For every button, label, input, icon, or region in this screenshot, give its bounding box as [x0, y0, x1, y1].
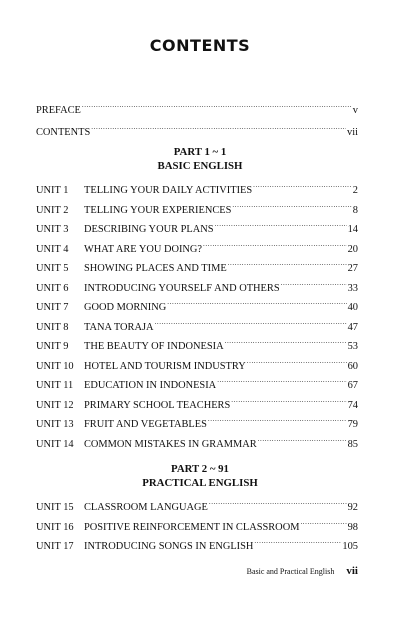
unit-number: UNIT 5 [36, 263, 69, 274]
unit-number: UNIT 7 [36, 302, 69, 313]
unit-title: COMMON MISTAKES IN GRAMMAR [84, 438, 257, 450]
toc-unit-13 [36, 413, 358, 430]
footer-page-number: vii [346, 565, 358, 577]
toc-entry-page: v [352, 105, 358, 116]
dot-leader [82, 99, 352, 113]
unit-page: 74 [347, 399, 358, 411]
toc-entry-contents [36, 121, 358, 138]
unit-number: UNIT 15 [36, 502, 74, 513]
unit-page: 8 [352, 204, 358, 216]
dot-leader [300, 516, 346, 530]
unit-number: UNIT 2 [36, 204, 69, 216]
dot-leader [254, 535, 341, 549]
unit-page: 98 [347, 521, 358, 533]
unit-number: UNIT 17 [36, 541, 74, 552]
dot-leader [253, 179, 352, 193]
dot-leader [203, 238, 347, 252]
unit-title: SHOWING PLACES AND TIME [84, 263, 227, 274]
unit-title: FRUIT AND VEGETABLES [84, 419, 207, 430]
footer-book-title: Basic and Practical English [246, 567, 335, 576]
unit-number: UNIT 12 [36, 399, 74, 411]
dot-leader [155, 316, 347, 330]
unit-page: 85 [347, 438, 358, 450]
unit-number: UNIT 9 [36, 341, 69, 352]
unit-number: UNIT 13 [36, 419, 74, 430]
part-1-label: PART 1 ~ 1 [173, 146, 227, 158]
unit-page: 53 [347, 341, 358, 352]
toc-unit-3 [36, 218, 358, 235]
unit-title: POSITIVE REINFORCEMENT IN CLASSROOM [84, 521, 300, 533]
unit-title: TELLING YOUR DAILY ACTIVITIES [84, 185, 253, 196]
toc-unit-4 [36, 238, 358, 255]
toc-entry-title: CONTENTS [36, 127, 91, 138]
toc-entry-page: vii [347, 127, 358, 138]
unit-title: DESCRIBING YOUR PLANS [84, 224, 214, 235]
unit-number: UNIT 11 [36, 380, 74, 391]
toc-unit-8 [36, 316, 358, 333]
unit-title: TANA TORAJA [84, 321, 154, 333]
unit-number: UNIT 3 [36, 224, 69, 235]
unit-number: UNIT 8 [36, 321, 69, 333]
unit-title: THE BEAUTY OF INDONESIA [84, 341, 224, 352]
dot-leader [258, 433, 347, 447]
toc-unit-9 [36, 335, 358, 352]
unit-title: TELLING YOUR EXPERIENCES [84, 204, 232, 216]
dot-leader [208, 413, 347, 427]
unit-title: INTRODUCING SONGS IN ENGLISH [84, 541, 254, 552]
unit-number: UNIT 4 [36, 243, 69, 255]
dot-leader [215, 218, 347, 232]
dot-leader [167, 296, 346, 310]
dot-leader [281, 277, 347, 291]
unit-title: HOTEL AND TOURISM INDUSTRY [84, 360, 246, 372]
unit-page: 60 [347, 360, 358, 372]
unit-page: 40 [347, 302, 358, 313]
toc-unit-2 [36, 199, 358, 216]
unit-page: 33 [347, 282, 358, 294]
unit-number: UNIT 1 [36, 185, 69, 196]
unit-title: CLASSROOM LANGUAGE [84, 502, 208, 513]
unit-page: 92 [347, 502, 358, 513]
unit-title: EDUCATION IN INDONESIA [84, 380, 217, 391]
unit-number: UNIT 16 [36, 521, 74, 533]
toc-unit-1 [36, 179, 358, 196]
unit-page: 67 [347, 380, 358, 391]
unit-page: 14 [347, 224, 358, 235]
dot-leader [217, 374, 346, 388]
toc-unit-11 [36, 374, 358, 391]
toc-entry-preface [36, 99, 358, 116]
toc-unit-12 [36, 394, 358, 411]
unit-page: 20 [347, 243, 358, 255]
toc-unit-6 [36, 277, 358, 294]
toc-unit-7 [36, 296, 358, 313]
unit-page: 79 [347, 419, 358, 430]
toc-unit-15 [36, 496, 358, 513]
toc-unit-14 [36, 433, 358, 450]
unit-page: 105 [342, 541, 358, 552]
part-2-name: PRACTICAL ENGLISH [142, 477, 258, 489]
unit-page: 2 [352, 185, 358, 196]
toc-unit-16 [36, 516, 358, 533]
toc-unit-17 [36, 535, 358, 552]
dot-leader [228, 257, 347, 271]
toc-unit-5 [36, 257, 358, 274]
part-2-label: PART 2 ~ 91 [171, 463, 229, 475]
unit-title: PRIMARY SCHOOL TEACHERS [84, 399, 231, 411]
dot-leader [91, 121, 346, 135]
unit-title: INTRODUCING YOURSELF AND OTHERS [84, 282, 280, 294]
toc-entry-title: PREFACE [36, 105, 81, 116]
unit-title: WHAT ARE YOU DOING? [84, 243, 203, 255]
dot-leader [231, 394, 346, 408]
toc-unit-10 [36, 355, 358, 372]
unit-number: UNIT 14 [36, 438, 74, 450]
dot-leader [232, 199, 351, 213]
unit-title: GOOD MORNING [84, 302, 167, 313]
page-footer [0, 565, 358, 577]
dot-leader [247, 355, 347, 369]
page-title: CONTENTS [149, 36, 251, 55]
dot-leader [209, 496, 347, 510]
unit-number: UNIT 6 [36, 282, 69, 294]
unit-number: UNIT 10 [36, 360, 74, 372]
unit-page: 27 [347, 263, 358, 274]
dot-leader [225, 335, 347, 349]
unit-page: 47 [347, 321, 358, 333]
part-1-name: BASIC ENGLISH [157, 160, 243, 172]
